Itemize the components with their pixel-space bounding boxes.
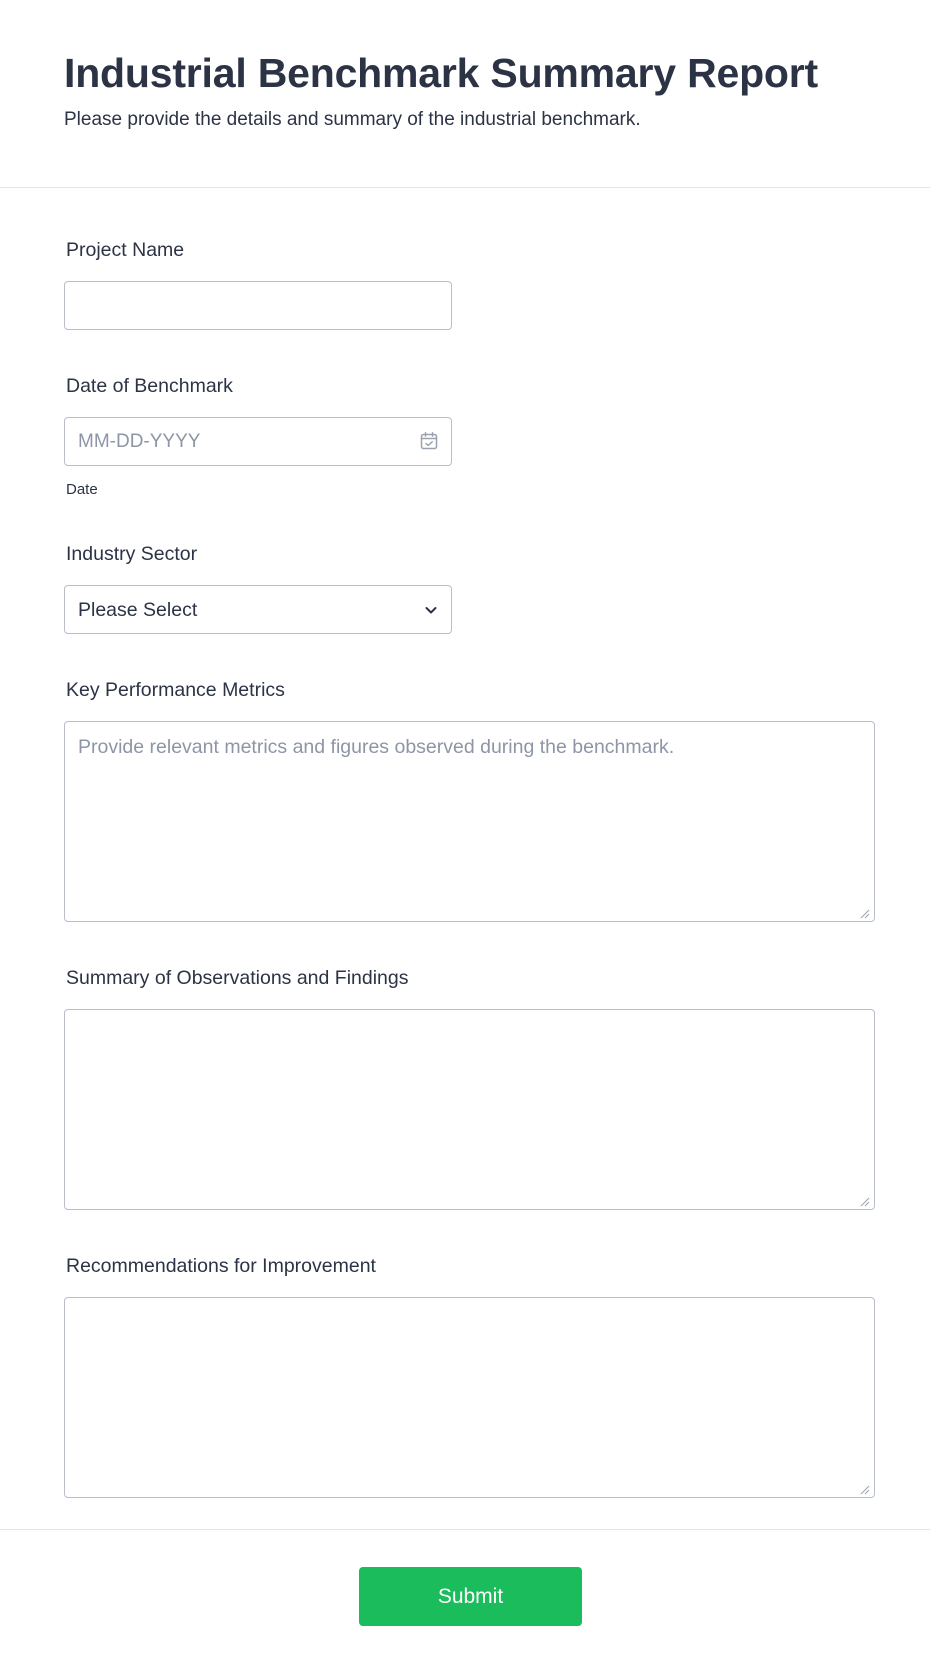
industry-sector-select[interactable] [64,585,452,634]
recommendations-label: Recommendations for Improvement [66,1255,376,1277]
resize-grip-icon[interactable] [860,1194,870,1204]
footer-divider [0,1529,930,1530]
date-field-wrapper [64,417,452,466]
calendar-icon[interactable] [419,431,439,451]
date-of-benchmark-input[interactable] [64,417,452,466]
page-subtitle: Please provide the details and summary of the industrial benchmark. [64,109,641,130]
resize-grip-icon[interactable] [860,1482,870,1492]
chevron-down-icon [423,602,439,618]
summary-observations-label: Summary of Observations and Findings [66,967,409,989]
resize-grip-icon[interactable] [860,906,870,916]
industry-sector-label: Industry Sector [66,543,198,565]
key-performance-metrics-label: Key Performance Metrics [66,679,285,701]
date-sublabel: Date [66,481,98,498]
form-header [0,0,930,188]
date-of-benchmark-label: Date of Benchmark [66,375,233,397]
page-title: Industrial Benchmark Summary Report [64,50,818,96]
submit-button[interactable]: Submit [359,1567,582,1626]
key-performance-metrics-textarea[interactable] [64,721,875,922]
project-name-label: Project Name [66,239,185,261]
industry-sector-selected-value: Please Select [78,599,198,621]
recommendations-textarea[interactable] [64,1297,875,1498]
summary-observations-textarea[interactable] [64,1009,875,1210]
project-name-input[interactable] [64,281,452,330]
